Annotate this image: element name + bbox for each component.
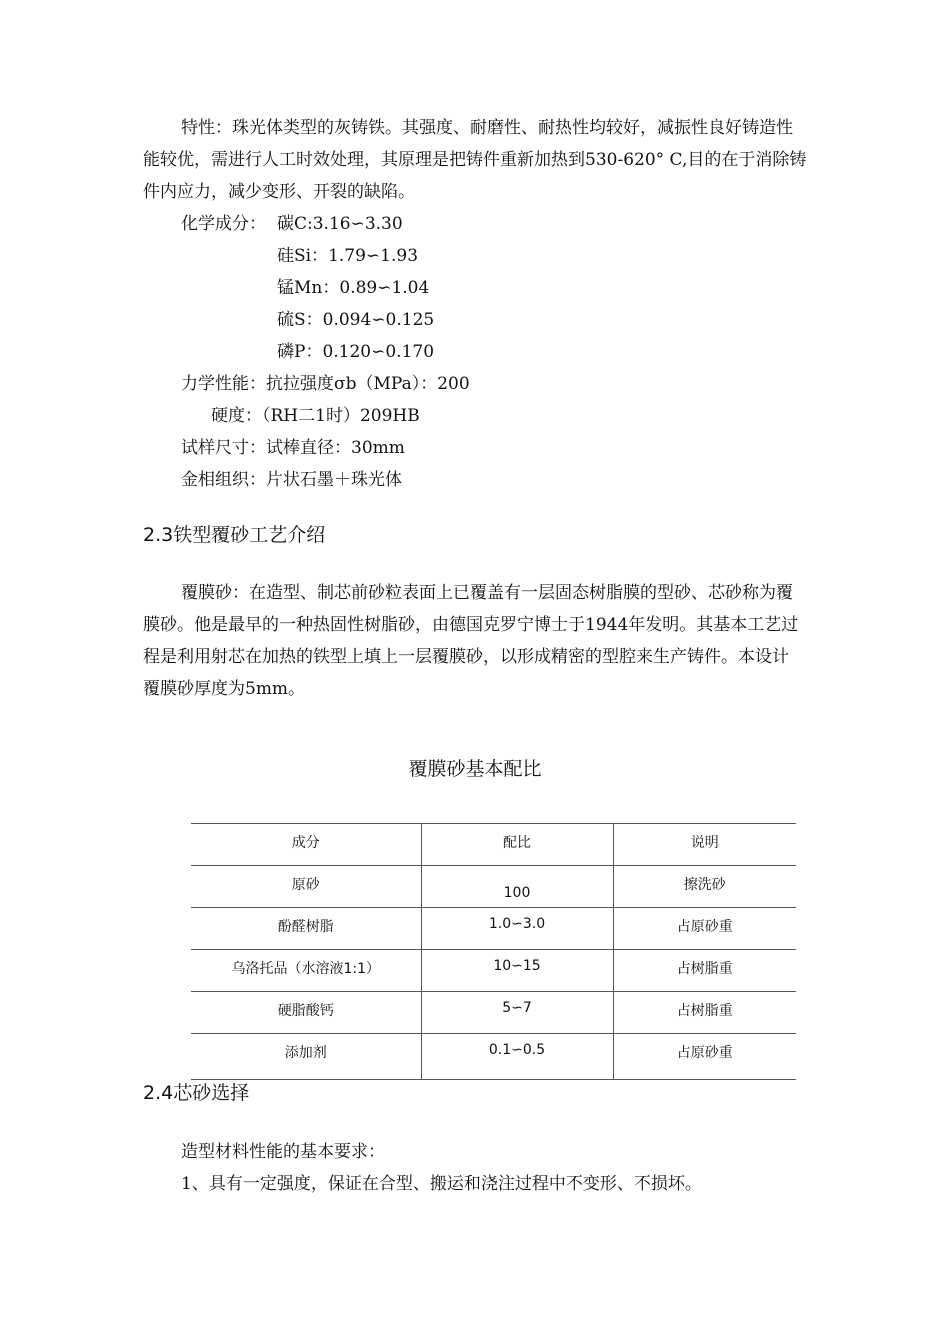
hardness: 硬度：（RH二1时）209HB (211, 406, 420, 426)
table-cell: 添加剂 (191, 1034, 421, 1080)
table-cell: 占树脂重 (613, 950, 796, 992)
table-row (191, 992, 796, 1034)
mechanical-properties: 力学性能：抗拉强度σb（MPa）：200 (181, 374, 470, 394)
table-row (191, 1034, 796, 1080)
chem-silicon: 硅Si：1.79∽1.93 (277, 246, 419, 266)
properties-line-2: 能较优，需进行人工时效处理，其原理是把铸件重新加热到530-620° C,目的在于消除铸 (143, 150, 807, 170)
table-cell: 乌洛托品（水溶液1:1） (191, 950, 421, 992)
chem-manganese: 锰Mn：0.89∽1.04 (277, 278, 430, 298)
table-cell: 1.0∽3.0 (421, 908, 613, 950)
table-cell: 原砂 (191, 866, 421, 908)
table-row (191, 866, 796, 908)
properties-line-1: 特性：珠光体类型的灰铸铁。其强度、耐磨性、耐热性均较好，减振性良好铸造性 (181, 118, 793, 138)
table-cell: 10∽15 (421, 950, 613, 992)
section-2-4-line-1: 造型材料性能的基本要求： (181, 1142, 385, 1162)
column-header-note: 说明 (613, 824, 796, 866)
table-row (191, 950, 796, 992)
chem-sulfur: 硫S：0.094∽0.125 (277, 310, 435, 330)
chem-label: 化学成分： (181, 214, 266, 234)
table-cell: 酚醛树脂 (191, 908, 421, 950)
table-cell: 占树脂重 (613, 992, 796, 1034)
column-header-component: 成分 (191, 824, 421, 866)
table-cell: 占原砂重 (613, 908, 796, 950)
table-cell: 占原砂重 (613, 1034, 796, 1080)
table-cell: 擦洗砂 (613, 866, 796, 908)
table-cell: 5∽7 (421, 992, 613, 1034)
section-2-3-heading: 2.3铁型覆砂工艺介绍 (143, 524, 326, 546)
column-header-ratio: 配比 (421, 824, 613, 866)
table-row (191, 908, 796, 950)
table-cell: 硬脂酸钙 (191, 992, 421, 1034)
mix-ratio-table (191, 823, 796, 1080)
section-2-3-line-1: 覆膜砂：在造型、制芯前砂粒表面上已覆盖有一层固态树脂膜的型砂、芯砂称为覆 (181, 583, 793, 603)
table-header-row (191, 824, 796, 866)
section-2-3-line-3: 程是利用射芯在加热的铁型上填上一层覆膜砂，以形成精密的型腔来生产铸件。本设计 (143, 647, 789, 667)
table-cell: 100 (421, 866, 613, 908)
section-2-4-line-2: 1、具有一定强度，保证在合型、搬运和浇注过程中不变形、不损坏。 (181, 1174, 702, 1194)
table-cell: 0.1∽0.5 (421, 1034, 613, 1080)
chem-phosphorus: 磷P：0.120∽0.170 (277, 342, 435, 362)
section-2-3-line-4: 覆膜砂厚度为5mm。 (143, 679, 306, 699)
chem-carbon: 碳C:3.16∽3.30 (277, 214, 403, 234)
section-2-4-heading: 2.4芯砂选择 (143, 1082, 250, 1104)
section-2-3-line-2: 膜砂。他是最早的一种热固性树脂砂，由德国克罗宁博士于1944年发明。其基本工艺过 (143, 615, 799, 635)
table-caption: 覆膜砂基本配比 (408, 758, 542, 780)
sample-size: 试样尺寸：试棒直径：30mm (181, 438, 405, 458)
microstructure: 金相组织：片状石墨＋珠光体 (181, 470, 402, 490)
properties-line-3: 件内应力，减少变形、开裂的缺陷。 (143, 182, 415, 202)
